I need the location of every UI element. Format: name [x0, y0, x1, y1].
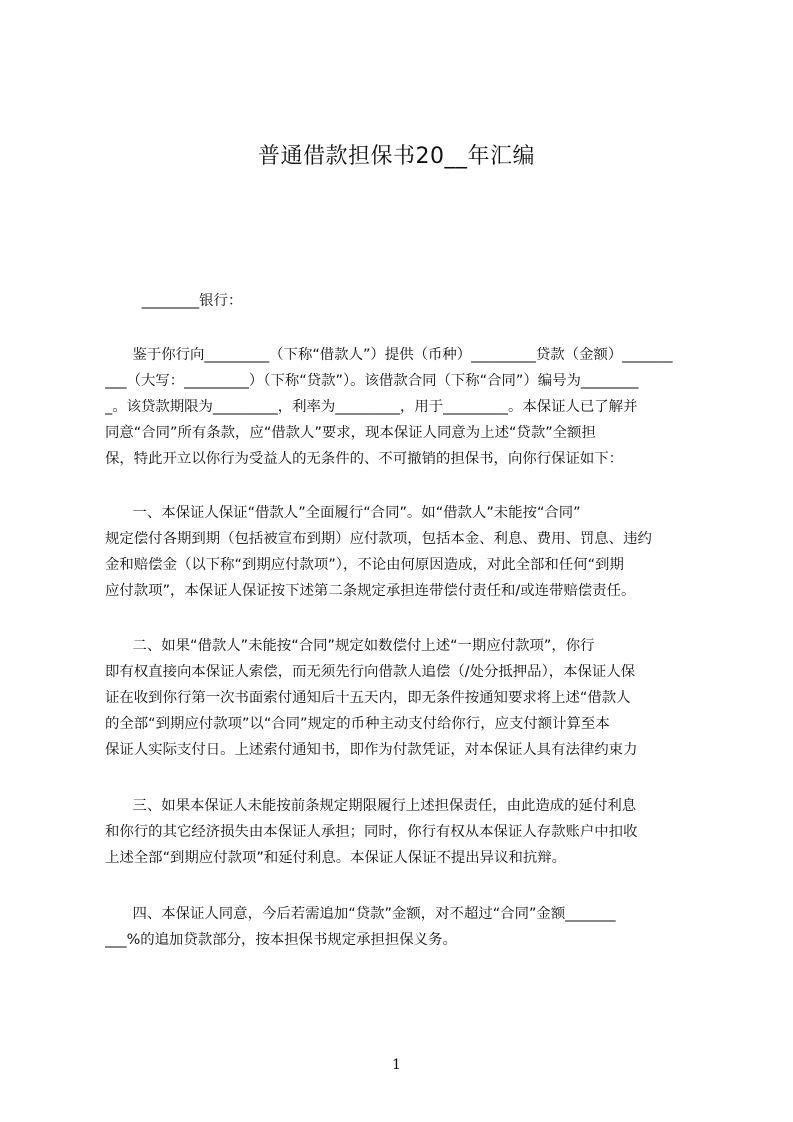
paragraph-3-line: 二、如果“借款人”未能按“合同”规定如数偿付上述“一期应付款项”，你行 — [105, 638, 595, 654]
paragraph-1-line: ___（大写：_________）（下称“贷款”）。该借款合同（下称“合同”）编号为________ — [105, 373, 639, 389]
paragraph-2-line: 应付款项”，本保证人保证按下述第二条规定承担连带偿付责任和/或连带赔偿责任。 — [105, 583, 636, 599]
paragraph-4-line: 和你行的其它经济损失由本保证人承担；同时，你行有权从本保证人存款账户中扣收 — [105, 824, 638, 840]
paragraph-1-line: 保，特此开立以你行为受益人的无条件的、不可撤销的担保书，向你行保证如下： — [105, 451, 624, 467]
paragraph-2-line: 一、本保证人保证“借款人”全面履行“合同”。如“借款人”未能按“合同” — [105, 505, 581, 521]
paragraph-1-line: 同意“合同”所有条款，应“借款人”要求，现本保证人同意为上述“贷款”全额担 — [105, 425, 596, 441]
paragraph-3-line: 即有权直接向本保证人索偿，而无须先行向借款人追偿（/处分抵押品），本保证人保 — [105, 664, 636, 680]
paragraph-1-line: _。该贷款期限为_________，利率为_________，用于_________。本保证人已了解并 — [105, 399, 638, 415]
document-title: 普通借款担保书20__年汇编 — [258, 144, 535, 169]
paragraph-2-line: 金和赔偿金（以下称“到期应付款项”），不论由何原因造成，对此全部和任何“到期 — [105, 557, 624, 573]
paragraph-2-line: 规定偿付各期到期（包括被宣布到期）应付款项，包括本金、利息、费用、罚息、违约 — [105, 531, 652, 547]
paragraph-3-line: 证在收到你行第一次书面索付通知后十五天内，即无条件按通知要求将上述“借款人 — [105, 690, 631, 706]
paragraph-4-line: 三、如果本保证人未能按前条规定期限履行上述担保责任，由此造成的延付利息 — [105, 798, 637, 814]
paragraph-5-line: 四、本保证人同意，今后若需追加“贷款”金额，对不超过“合同”金额_______ — [105, 906, 616, 922]
paragraph-3-line: 的全部“到期应付款项”以“合同”规定的币种主动支付给你行，应支付额计算至本 — [105, 716, 610, 732]
paragraph-1-line: 鉴于你行向_________（下称“借款人”）提供（币种）_________贷款（金额）_______ — [105, 347, 673, 363]
paragraph-5-line: ___%的追加贷款部分，按本担保书规定承担担保义务。 — [105, 932, 457, 948]
page-number: 1 — [392, 1057, 401, 1073]
paragraph-3-line: 保证人实际支付日。上述索付通知书，即作为付款凭证，对本保证人具有法律约束力 — [105, 742, 638, 758]
salutation: ________银行： — [105, 293, 243, 309]
paragraph-4-line: 上述全部“到期应付款项”和延付利息。本保证人保证不提出异议和抗辩。 — [105, 850, 567, 866]
